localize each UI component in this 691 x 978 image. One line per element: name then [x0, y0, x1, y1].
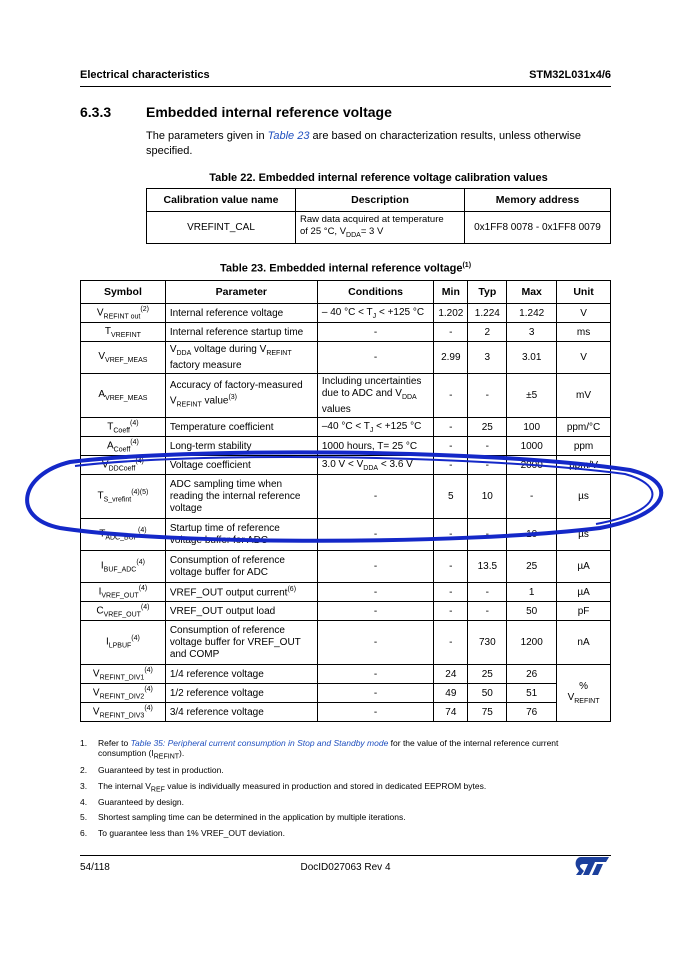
st-logo-icon	[575, 855, 611, 877]
table22-cell-description: Raw data acquired at temperature of 25 °C, $V_{DDA}= 3$ V	[296, 212, 465, 244]
table23-header-symbol: Symbol	[81, 281, 166, 304]
header-right: STM32L031x4/6	[529, 69, 611, 81]
table23	[80, 280, 611, 722]
table23-caption: Table 23. Embedded internal reference voltage$^{(1)}$	[219, 262, 472, 275]
intro-paragraph: The parameters given in Table 23 are based on characterization results, unless otherwise specified.	[146, 130, 581, 157]
footnote-5: 5. Shortest sampling time can be determined in the application by multiple iterations.	[80, 812, 406, 822]
footnote-1: 1. Refer to Table 35: Peripheral current consumption in Stop and Standby mode for the value of the internal reference current consumption $(I_{REFINT})$.	[80, 738, 559, 761]
table22-cell-address: 0x1FF8 0078 - 0x1FF8 0079	[465, 212, 611, 244]
table22-header-name: Calibration value name	[147, 189, 296, 212]
table35-link[interactable]: Table 35: Peripheral current consumption in Stop and Standby mode	[130, 738, 389, 748]
table-row: $V_{DDCoeff}^{(4)}$ Voltage coefficient 3.0 $V < V_{DDA} < 3.6$ V - - 2000 ppm/V	[81, 456, 611, 475]
div-unit-cell: % $V_{REFINT}$	[557, 665, 611, 722]
table23-header-min: Min	[434, 281, 468, 304]
section-number: 6.3.3	[80, 104, 112, 120]
table-row: $A_{Coeff}^{(4)}$ Long-term stability 1000 hours, T= 25 °C - - 1000 ppm	[81, 437, 611, 456]
table23-header-max: Max	[507, 281, 557, 304]
table-row: $I_{VREF\_OUT}^{(4)}$ VREF_OUT output current$^{(6)}$ - - - 1 µA	[81, 583, 611, 602]
table23-header-parameter: Parameter	[165, 281, 317, 304]
table23-link[interactable]: Table 23	[267, 130, 310, 142]
table-row: $A_{VREF\_MEAS}$ Accuracy of factory-measured $V_{REFINT}$ value$^{(3)}$ Including uncertainties due to ADC and $V_{DDA}$ values - - ±5 mV	[81, 374, 611, 418]
table-row: $T_{Coeff}^{(4)}$ Temperature coefficient –40 $^\circ C < T_J < +125$ °C - 25 100 ppm/°C	[81, 418, 611, 437]
table22-cell-name: VREFINT_CAL	[147, 212, 296, 244]
footnote-4: 4. Guaranteed by design.	[80, 797, 185, 807]
table22-header-address: Memory address	[465, 189, 611, 212]
table-row: $V_{REFINT\_DIV2}^{(4)}$ 1/2 reference voltage - 49 50 51	[81, 684, 611, 703]
header-left: Electrical characteristics	[80, 69, 210, 81]
table23-header-conditions: Conditions	[317, 281, 433, 304]
table22-header-description: Description	[296, 189, 465, 212]
footnote-2: 2. Guaranteed by test in production.	[80, 765, 224, 775]
table-row: $T_{VREFINT}$ Internal reference startup time - - 2 3 ms	[81, 323, 611, 342]
table23-header-unit: Unit	[557, 281, 611, 304]
footer-doc-id: DocID027063 Rev 4	[300, 862, 391, 873]
section-title: Embedded internal reference voltage	[146, 104, 392, 120]
footnote-3: 3. The internal $V_{REF}$ value is individually measured in production and stored in dedicated EEPROM bytes.	[80, 781, 487, 794]
table-row: $I_{BUF\_ADC}^{(4)}$ Consumption of reference voltage buffer for ADC - - 13.5 25 µA	[81, 551, 611, 583]
footer-rule	[80, 855, 611, 856]
table-row: $V_{REFINT\_DIV1}^{(4)}$ 1/4 reference voltage - 24 25 26 % $V_{REFINT}$	[81, 665, 611, 684]
footer-page-number: 54/118	[80, 862, 110, 873]
table-row: $V_{REFINT\_DIV3}^{(4)}$ 3/4 reference voltage - 74 75 76	[81, 703, 611, 722]
table-row: $V_{VREF\_MEAS}$ $V_{DDA}$ voltage during $V_{REFINT}$ factory measure - 2.99 3 3.01 V	[81, 342, 611, 374]
table-row: $C_{VREF\_OUT}^{(4)}$ VREF_OUT output load - - - 50 pF	[81, 602, 611, 621]
table-row: $I_{LPBUF}^{(4)}$ Consumption of reference voltage buffer for VREF_OUT and COMP - - 730 1200 nA	[81, 621, 611, 665]
header-rule	[80, 86, 611, 87]
table23-header-typ: Typ	[468, 281, 507, 304]
table-row: $V_{REFINT out}^{(2)}$ Internal reference voltage – 40 $^\circ C < T_J < +125$ °C 1.202 1.224 1.242 V	[81, 304, 611, 323]
footnote-6: 6. To guarantee less than 1% VREF_OUT deviation.	[80, 828, 285, 838]
table-row: $T_{S\_vrefint}^{(4)(5)}$ ADC sampling time when reading the internal reference voltage - 5 10 - µs	[81, 475, 611, 519]
table22-caption: Table 22. Embedded internal reference voltage calibration values	[209, 172, 548, 184]
table22	[146, 188, 611, 244]
table-row: $T_{ADC\_BUF}^{(4)}$ Startup time of reference voltage buffer for ADC - - - 10 µs	[81, 519, 611, 551]
